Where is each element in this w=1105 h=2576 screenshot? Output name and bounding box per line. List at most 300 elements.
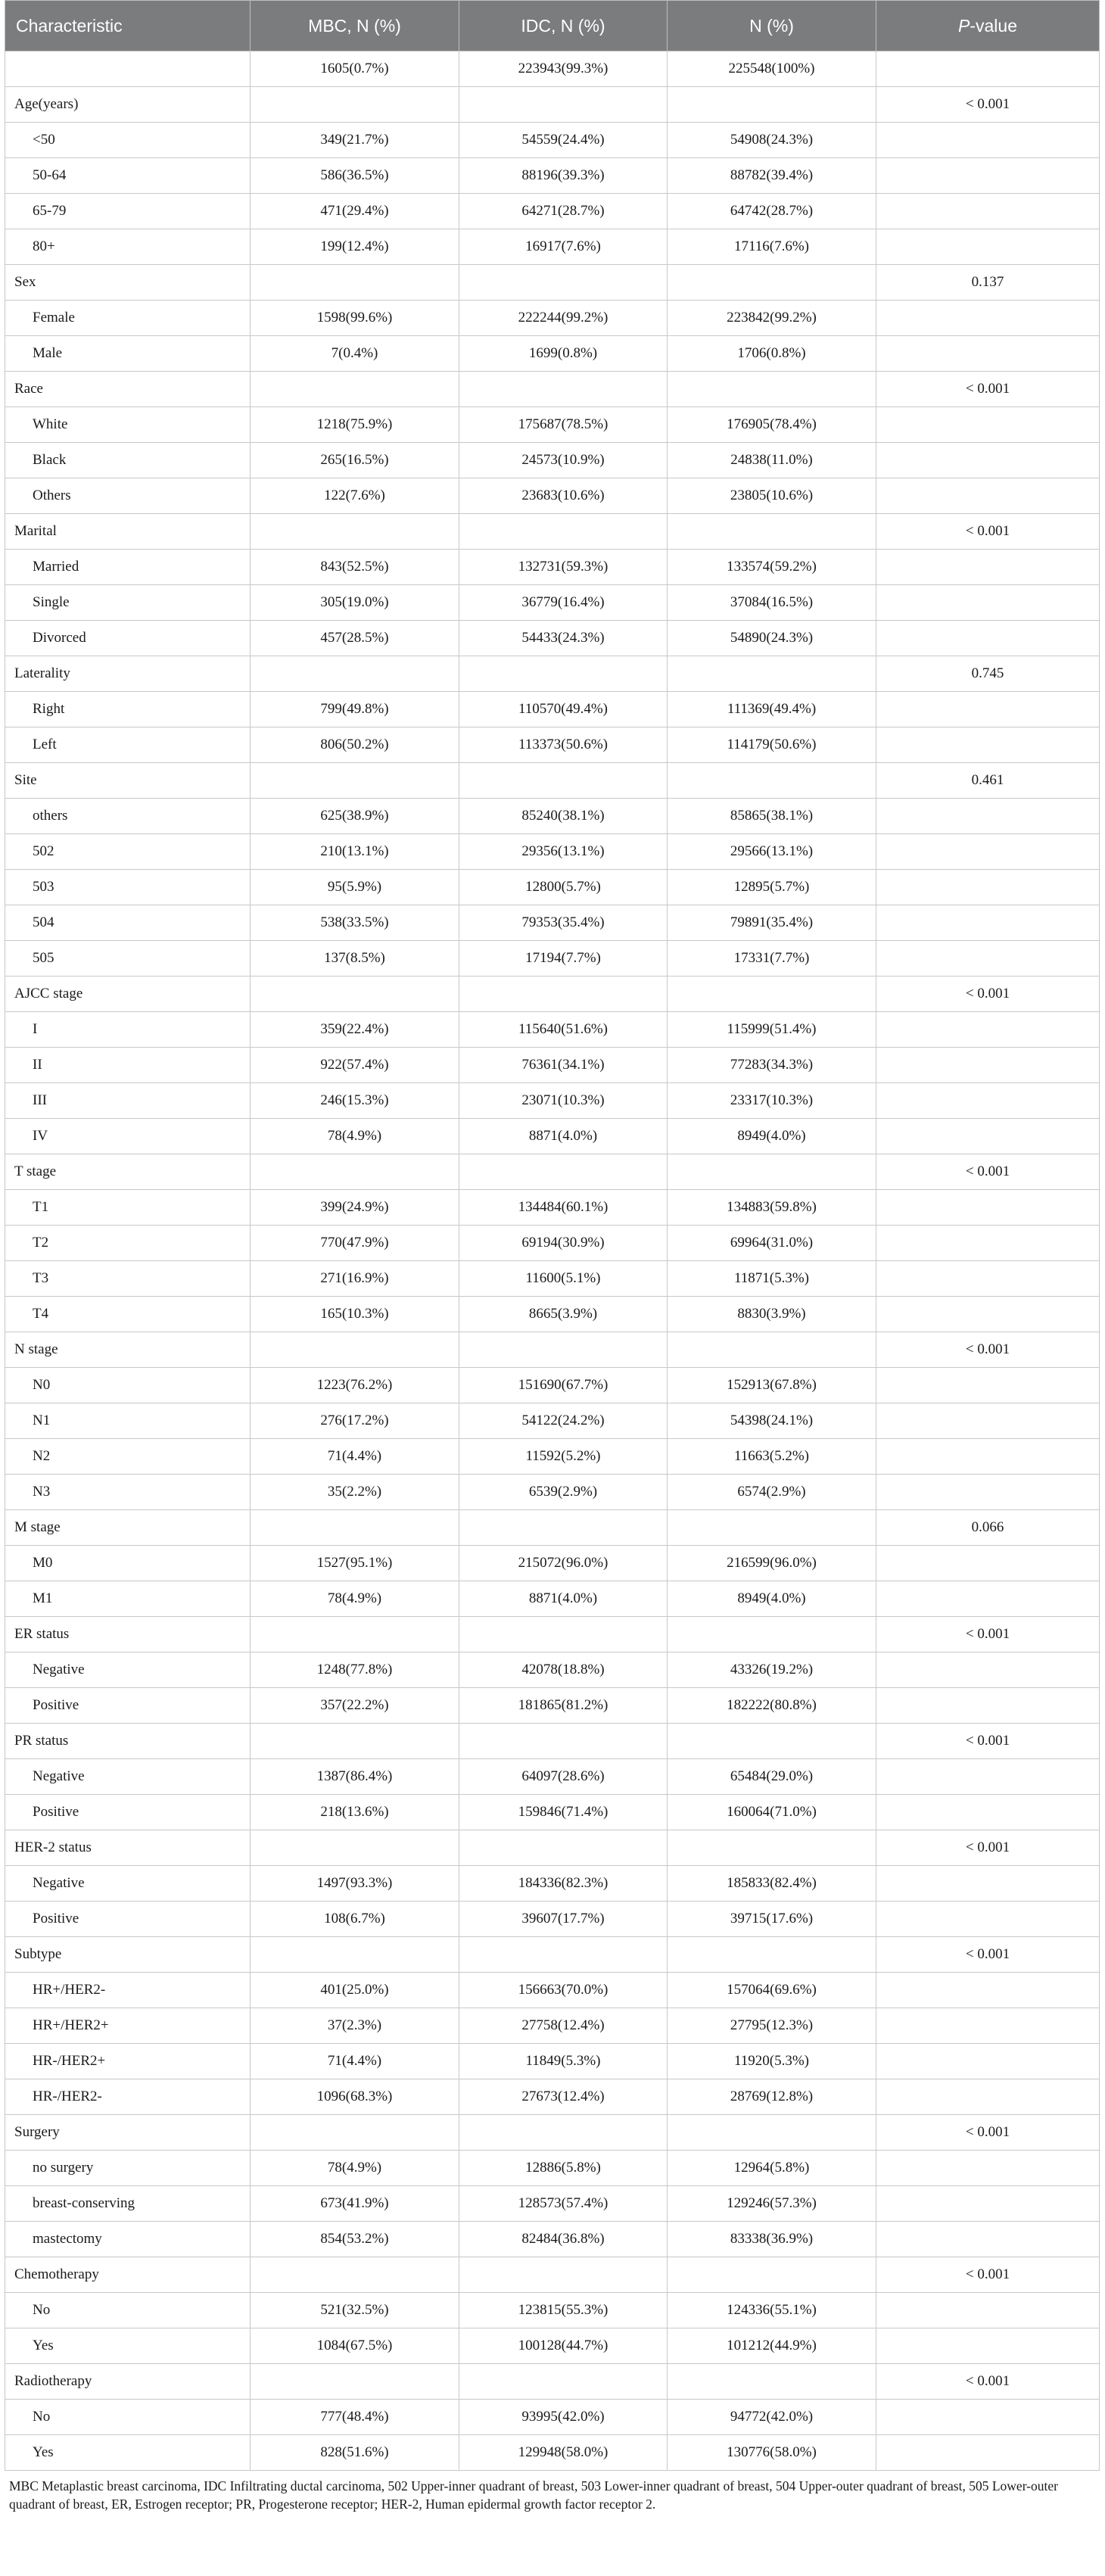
p-value-cell: < 0.001 <box>876 2115 1100 2151</box>
n-cell: 111369(49.4%) <box>668 692 876 727</box>
mbc-cell <box>251 2257 459 2293</box>
n-cell: 8830(3.9%) <box>668 1297 876 1332</box>
category-label: T stage <box>5 1154 251 1190</box>
n-cell: 157064(69.6%) <box>668 1973 876 2008</box>
mbc-cell: 359(22.4%) <box>251 1012 459 1048</box>
n-cell: 8949(4.0%) <box>668 1581 876 1617</box>
n-cell: 54398(24.1%) <box>668 1403 876 1439</box>
p-value-cell <box>876 1866 1100 1902</box>
idc-cell <box>459 2115 668 2151</box>
row-label: N0 <box>5 1368 251 1403</box>
p-value-cell: < 0.001 <box>876 514 1100 550</box>
category-row <box>5 1937 1100 1973</box>
p-value-cell: < 0.001 <box>876 1617 1100 1652</box>
n-cell <box>668 763 876 799</box>
p-value-cell <box>876 1190 1100 1226</box>
mbc-cell: 521(32.5%) <box>251 2293 459 2328</box>
table-row <box>5 1368 1100 1403</box>
p-value-cell <box>876 1261 1100 1297</box>
n-cell: 79891(35.4%) <box>668 905 876 941</box>
n-cell: 185833(82.4%) <box>668 1866 876 1902</box>
n-cell <box>668 977 876 1012</box>
idc-cell: 134484(60.1%) <box>459 1190 668 1226</box>
mbc-cell <box>251 372 459 407</box>
idc-cell <box>459 87 668 123</box>
p-value-cell <box>876 585 1100 621</box>
idc-cell: 54433(24.3%) <box>459 621 668 656</box>
category-label: Laterality <box>5 656 251 692</box>
row-label: Positive <box>5 1688 251 1724</box>
p-value-cell <box>876 692 1100 727</box>
n-cell: 77283(34.3%) <box>668 1048 876 1083</box>
p-value-cell: 0.066 <box>876 1510 1100 1546</box>
table-body <box>5 51 1100 2471</box>
table-row <box>5 1297 1100 1332</box>
category-row <box>5 1154 1100 1190</box>
mbc-cell: 1497(93.3%) <box>251 1866 459 1902</box>
n-cell: 176905(78.4%) <box>668 407 876 443</box>
p-value-cell <box>876 1439 1100 1475</box>
row-label: N1 <box>5 1403 251 1439</box>
p-value-cell <box>876 2008 1100 2044</box>
p-value-cell <box>876 621 1100 656</box>
mbc-cell: 770(47.9%) <box>251 1226 459 1261</box>
idc-cell: 181865(81.2%) <box>459 1688 668 1724</box>
mbc-cell: 922(57.4%) <box>251 1048 459 1083</box>
table-row <box>5 1795 1100 1830</box>
table-row <box>5 1475 1100 1510</box>
mbc-cell: 399(24.9%) <box>251 1190 459 1226</box>
idc-cell: 36779(16.4%) <box>459 585 668 621</box>
n-cell: 28769(12.8%) <box>668 2079 876 2115</box>
n-cell: 64742(28.7%) <box>668 194 876 229</box>
idc-cell: 54122(24.2%) <box>459 1403 668 1439</box>
n-cell <box>668 1937 876 1973</box>
mbc-cell: 471(29.4%) <box>251 194 459 229</box>
row-label: I <box>5 1012 251 1048</box>
mbc-cell: 1248(77.8%) <box>251 1652 459 1688</box>
p-value-cell: < 0.001 <box>876 1937 1100 1973</box>
table-row <box>5 870 1100 905</box>
header-row <box>5 1 1100 51</box>
row-label: 50-64 <box>5 158 251 194</box>
table-row <box>5 834 1100 870</box>
p-value-cell: < 0.001 <box>876 1332 1100 1368</box>
p-value-cell <box>876 1083 1100 1119</box>
idc-cell: 100128(44.7%) <box>459 2328 668 2364</box>
p-value-cell <box>876 1297 1100 1332</box>
idc-cell: 27758(12.4%) <box>459 2008 668 2044</box>
table-row <box>5 1190 1100 1226</box>
row-label: T2 <box>5 1226 251 1261</box>
row-label: T4 <box>5 1297 251 1332</box>
idc-cell <box>459 514 668 550</box>
table-row <box>5 1119 1100 1154</box>
idc-cell: 82484(36.8%) <box>459 2222 668 2257</box>
table-row <box>5 229 1100 265</box>
idc-cell: 27673(12.4%) <box>459 2079 668 2115</box>
idc-cell <box>459 372 668 407</box>
table-row <box>5 2293 1100 2328</box>
idc-cell: 8665(3.9%) <box>459 1297 668 1332</box>
n-cell: 54908(24.3%) <box>668 123 876 158</box>
mbc-cell: 7(0.4%) <box>251 336 459 372</box>
n-cell: 24838(11.0%) <box>668 443 876 478</box>
category-row <box>5 87 1100 123</box>
row-label: T3 <box>5 1261 251 1297</box>
row-label: Single <box>5 585 251 621</box>
category-label: N stage <box>5 1332 251 1368</box>
row-label: HR-/HER2+ <box>5 2044 251 2079</box>
row-label: No <box>5 2400 251 2435</box>
category-row <box>5 656 1100 692</box>
idc-cell: 113373(50.6%) <box>459 727 668 763</box>
p-value-cell: < 0.001 <box>876 1724 1100 1759</box>
category-row <box>5 1510 1100 1546</box>
n-cell: 65484(29.0%) <box>668 1759 876 1795</box>
p-value-cell <box>876 443 1100 478</box>
row-label: 504 <box>5 905 251 941</box>
row-label: Yes <box>5 2328 251 2364</box>
n-cell: 11871(5.3%) <box>668 1261 876 1297</box>
n-cell <box>668 265 876 301</box>
row-label: <50 <box>5 123 251 158</box>
n-cell <box>668 656 876 692</box>
header-p-italic: P <box>958 15 970 36</box>
p-value-cell <box>876 2151 1100 2186</box>
table-row <box>5 443 1100 478</box>
n-cell: 11920(5.3%) <box>668 2044 876 2079</box>
idc-cell: 24573(10.9%) <box>459 443 668 478</box>
row-label: M0 <box>5 1546 251 1581</box>
category-row <box>5 1724 1100 1759</box>
table-row <box>5 1546 1100 1581</box>
mbc-cell <box>251 2364 459 2400</box>
idc-cell <box>459 1617 668 1652</box>
category-label: Race <box>5 372 251 407</box>
category-row <box>5 514 1100 550</box>
idc-cell <box>459 1937 668 1973</box>
p-value-cell <box>876 123 1100 158</box>
idc-cell: 11849(5.3%) <box>459 2044 668 2079</box>
mbc-cell: 806(50.2%) <box>251 727 459 763</box>
mbc-cell <box>251 1724 459 1759</box>
mbc-cell: 137(8.5%) <box>251 941 459 977</box>
row-label: Right <box>5 692 251 727</box>
idc-cell: 156663(70.0%) <box>459 1973 668 2008</box>
p-value-cell <box>876 1475 1100 1510</box>
header-p-rest: -value <box>970 15 1017 36</box>
p-value-cell <box>876 2435 1100 2471</box>
idc-cell: 151690(67.7%) <box>459 1368 668 1403</box>
p-value-cell <box>876 2328 1100 2364</box>
p-value-cell <box>876 407 1100 443</box>
row-label: Female <box>5 301 251 336</box>
row-label: 505 <box>5 941 251 977</box>
table-row <box>5 1759 1100 1795</box>
n-cell: 216599(96.0%) <box>668 1546 876 1581</box>
mbc-cell <box>251 1332 459 1368</box>
idc-cell <box>459 763 668 799</box>
idc-cell: 16917(7.6%) <box>459 229 668 265</box>
idc-cell: 159846(71.4%) <box>459 1795 668 1830</box>
mbc-cell: 199(12.4%) <box>251 229 459 265</box>
idc-cell <box>459 1510 668 1546</box>
mbc-cell <box>251 1937 459 1973</box>
idc-cell <box>459 265 668 301</box>
row-label: Negative <box>5 1759 251 1795</box>
table-row <box>5 1581 1100 1617</box>
p-value-cell: < 0.001 <box>876 87 1100 123</box>
p-value-cell <box>876 1012 1100 1048</box>
mbc-cell: 1096(68.3%) <box>251 2079 459 2115</box>
n-cell: 133574(59.2%) <box>668 550 876 585</box>
n-cell: 223842(99.2%) <box>668 301 876 336</box>
mbc-cell <box>251 514 459 550</box>
table-row <box>5 301 1100 336</box>
category-row <box>5 2257 1100 2293</box>
table-row <box>5 905 1100 941</box>
idc-cell: 23071(10.3%) <box>459 1083 668 1119</box>
n-cell: 43326(19.2%) <box>668 1652 876 1688</box>
idc-cell <box>459 2257 668 2293</box>
idc-cell: 12800(5.7%) <box>459 870 668 905</box>
n-cell: 85865(38.1%) <box>668 799 876 834</box>
idc-cell: 8871(4.0%) <box>459 1119 668 1154</box>
p-value-cell <box>876 834 1100 870</box>
category-row <box>5 265 1100 301</box>
mbc-cell: 1598(99.6%) <box>251 301 459 336</box>
idc-cell: 64271(28.7%) <box>459 194 668 229</box>
mbc-cell <box>251 977 459 1012</box>
p-value-cell <box>876 1546 1100 1581</box>
mbc-cell <box>251 1154 459 1190</box>
n-cell <box>668 514 876 550</box>
n-cell: 124336(55.1%) <box>668 2293 876 2328</box>
idc-cell: 8871(4.0%) <box>459 1581 668 1617</box>
mbc-cell: 854(53.2%) <box>251 2222 459 2257</box>
mbc-cell <box>251 265 459 301</box>
table-row <box>5 941 1100 977</box>
idc-cell: 17194(7.7%) <box>459 941 668 977</box>
n-cell <box>668 87 876 123</box>
idc-cell: 76361(34.1%) <box>459 1048 668 1083</box>
mbc-cell: 122(7.6%) <box>251 478 459 514</box>
row-label: HR-/HER2- <box>5 2079 251 2115</box>
p-value-cell <box>876 2293 1100 2328</box>
n-cell: 37084(16.5%) <box>668 585 876 621</box>
row-label: No <box>5 2293 251 2328</box>
mbc-cell: 673(41.9%) <box>251 2186 459 2222</box>
idc-cell: 123815(55.3%) <box>459 2293 668 2328</box>
p-value-cell <box>876 1403 1100 1439</box>
n-cell: 101212(44.9%) <box>668 2328 876 2364</box>
category-label: Subtype <box>5 1937 251 1973</box>
p-value-cell: 0.745 <box>876 656 1100 692</box>
row-label: Negative <box>5 1866 251 1902</box>
idc-cell: 85240(38.1%) <box>459 799 668 834</box>
mbc-cell: 71(4.4%) <box>251 1439 459 1475</box>
mbc-cell <box>251 1830 459 1866</box>
mbc-cell: 828(51.6%) <box>251 2435 459 2471</box>
category-row <box>5 1617 1100 1652</box>
row-label: Black <box>5 443 251 478</box>
table-row <box>5 2079 1100 2115</box>
row-label: no surgery <box>5 2151 251 2186</box>
table-row <box>5 550 1100 585</box>
mbc-cell: 538(33.5%) <box>251 905 459 941</box>
idc-cell <box>459 977 668 1012</box>
mbc-cell: 218(13.6%) <box>251 1795 459 1830</box>
mbc-cell: 1605(0.7%) <box>251 51 459 87</box>
table-row <box>5 2151 1100 2186</box>
idc-cell: 128573(57.4%) <box>459 2186 668 2222</box>
category-label: Marital <box>5 514 251 550</box>
n-cell: 182222(80.8%) <box>668 1688 876 1724</box>
n-cell <box>668 372 876 407</box>
header-characteristic: Characteristic <box>5 1 251 51</box>
n-cell: 8949(4.0%) <box>668 1119 876 1154</box>
header-n: N (%) <box>668 1 876 51</box>
p-value-cell <box>876 301 1100 336</box>
p-value-cell: < 0.001 <box>876 2364 1100 2400</box>
mbc-cell: 625(38.9%) <box>251 799 459 834</box>
idc-cell: 39607(17.7%) <box>459 1902 668 1937</box>
row-label: N3 <box>5 1475 251 1510</box>
n-cell: 115999(51.4%) <box>668 1012 876 1048</box>
mbc-cell: 586(36.5%) <box>251 158 459 194</box>
p-value-cell <box>876 550 1100 585</box>
n-cell: 160064(71.0%) <box>668 1795 876 1830</box>
header-p-value <box>876 1 1100 51</box>
table-row <box>5 2008 1100 2044</box>
n-cell <box>668 2115 876 2151</box>
category-label: HER-2 status <box>5 1830 251 1866</box>
table-row <box>5 2400 1100 2435</box>
row-label: Married <box>5 550 251 585</box>
table-row <box>5 2435 1100 2471</box>
table-row <box>5 1403 1100 1439</box>
table-row <box>5 1652 1100 1688</box>
n-cell: 12895(5.7%) <box>668 870 876 905</box>
table-row <box>5 585 1100 621</box>
table-row <box>5 1688 1100 1724</box>
mbc-cell: 265(16.5%) <box>251 443 459 478</box>
p-value-cell <box>876 905 1100 941</box>
row-label: II <box>5 1048 251 1083</box>
n-cell: 12964(5.8%) <box>668 2151 876 2186</box>
idc-cell: 110570(49.4%) <box>459 692 668 727</box>
p-value-cell <box>876 1048 1100 1083</box>
row-label: IV <box>5 1119 251 1154</box>
table-row <box>5 1083 1100 1119</box>
n-cell <box>668 2257 876 2293</box>
p-value-cell <box>876 2222 1100 2257</box>
idc-cell <box>459 1724 668 1759</box>
category-label: Sex <box>5 265 251 301</box>
n-cell <box>668 1510 876 1546</box>
table-header <box>5 1 1100 51</box>
p-value-cell <box>876 870 1100 905</box>
table-row <box>5 727 1100 763</box>
row-label: N2 <box>5 1439 251 1475</box>
mbc-cell <box>251 2115 459 2151</box>
idc-cell: 223943(99.3%) <box>459 51 668 87</box>
p-value-cell <box>876 2400 1100 2435</box>
mbc-cell: 305(19.0%) <box>251 585 459 621</box>
n-cell: 6574(2.9%) <box>668 1475 876 1510</box>
p-value-cell <box>876 2186 1100 2222</box>
n-cell: 11663(5.2%) <box>668 1439 876 1475</box>
table-row <box>5 2186 1100 2222</box>
p-value-cell <box>876 478 1100 514</box>
idc-cell: 88196(39.3%) <box>459 158 668 194</box>
n-cell <box>668 1332 876 1368</box>
table-row <box>5 1226 1100 1261</box>
p-value-cell: < 0.001 <box>876 1830 1100 1866</box>
table-row <box>5 51 1100 87</box>
n-cell: 94772(42.0%) <box>668 2400 876 2435</box>
mbc-cell: 37(2.3%) <box>251 2008 459 2044</box>
table-row <box>5 1866 1100 1902</box>
p-value-cell: 0.461 <box>876 763 1100 799</box>
idc-cell: 23683(10.6%) <box>459 478 668 514</box>
table-row <box>5 336 1100 372</box>
row-label: T1 <box>5 1190 251 1226</box>
idc-cell <box>459 1154 668 1190</box>
mbc-cell: 108(6.7%) <box>251 1902 459 1937</box>
header-mbc: MBC, N (%) <box>251 1 459 51</box>
row-label: Male <box>5 336 251 372</box>
n-cell: 27795(12.3%) <box>668 2008 876 2044</box>
p-value-cell <box>876 194 1100 229</box>
row-label: Positive <box>5 1902 251 1937</box>
header-idc: IDC, N (%) <box>459 1 668 51</box>
n-cell <box>668 2364 876 2400</box>
table-row <box>5 2044 1100 2079</box>
category-row <box>5 977 1100 1012</box>
table-row <box>5 2328 1100 2364</box>
p-value-cell <box>876 158 1100 194</box>
category-label: PR status <box>5 1724 251 1759</box>
p-value-cell <box>876 1226 1100 1261</box>
idc-cell <box>459 656 668 692</box>
row-label: mastectomy <box>5 2222 251 2257</box>
table-row <box>5 478 1100 514</box>
idc-cell <box>459 1830 668 1866</box>
p-value-cell <box>876 1368 1100 1403</box>
p-value-cell: < 0.001 <box>876 2257 1100 2293</box>
idc-cell: 54559(24.4%) <box>459 123 668 158</box>
mbc-cell: 35(2.2%) <box>251 1475 459 1510</box>
n-cell: 69964(31.0%) <box>668 1226 876 1261</box>
table-row <box>5 1012 1100 1048</box>
mbc-cell: 1527(95.1%) <box>251 1546 459 1581</box>
row-label: Yes <box>5 2435 251 2471</box>
mbc-cell: 349(21.7%) <box>251 123 459 158</box>
row-label: HR+/HER2- <box>5 1973 251 2008</box>
idc-cell: 1699(0.8%) <box>459 336 668 372</box>
n-cell: 130776(58.0%) <box>668 2435 876 2471</box>
n-cell: 23805(10.6%) <box>668 478 876 514</box>
idc-cell: 184336(82.3%) <box>459 1866 668 1902</box>
n-cell: 1706(0.8%) <box>668 336 876 372</box>
mbc-cell <box>251 656 459 692</box>
row-label: 502 <box>5 834 251 870</box>
n-cell <box>668 1830 876 1866</box>
mbc-cell: 799(49.8%) <box>251 692 459 727</box>
n-cell: 134883(59.8%) <box>668 1190 876 1226</box>
